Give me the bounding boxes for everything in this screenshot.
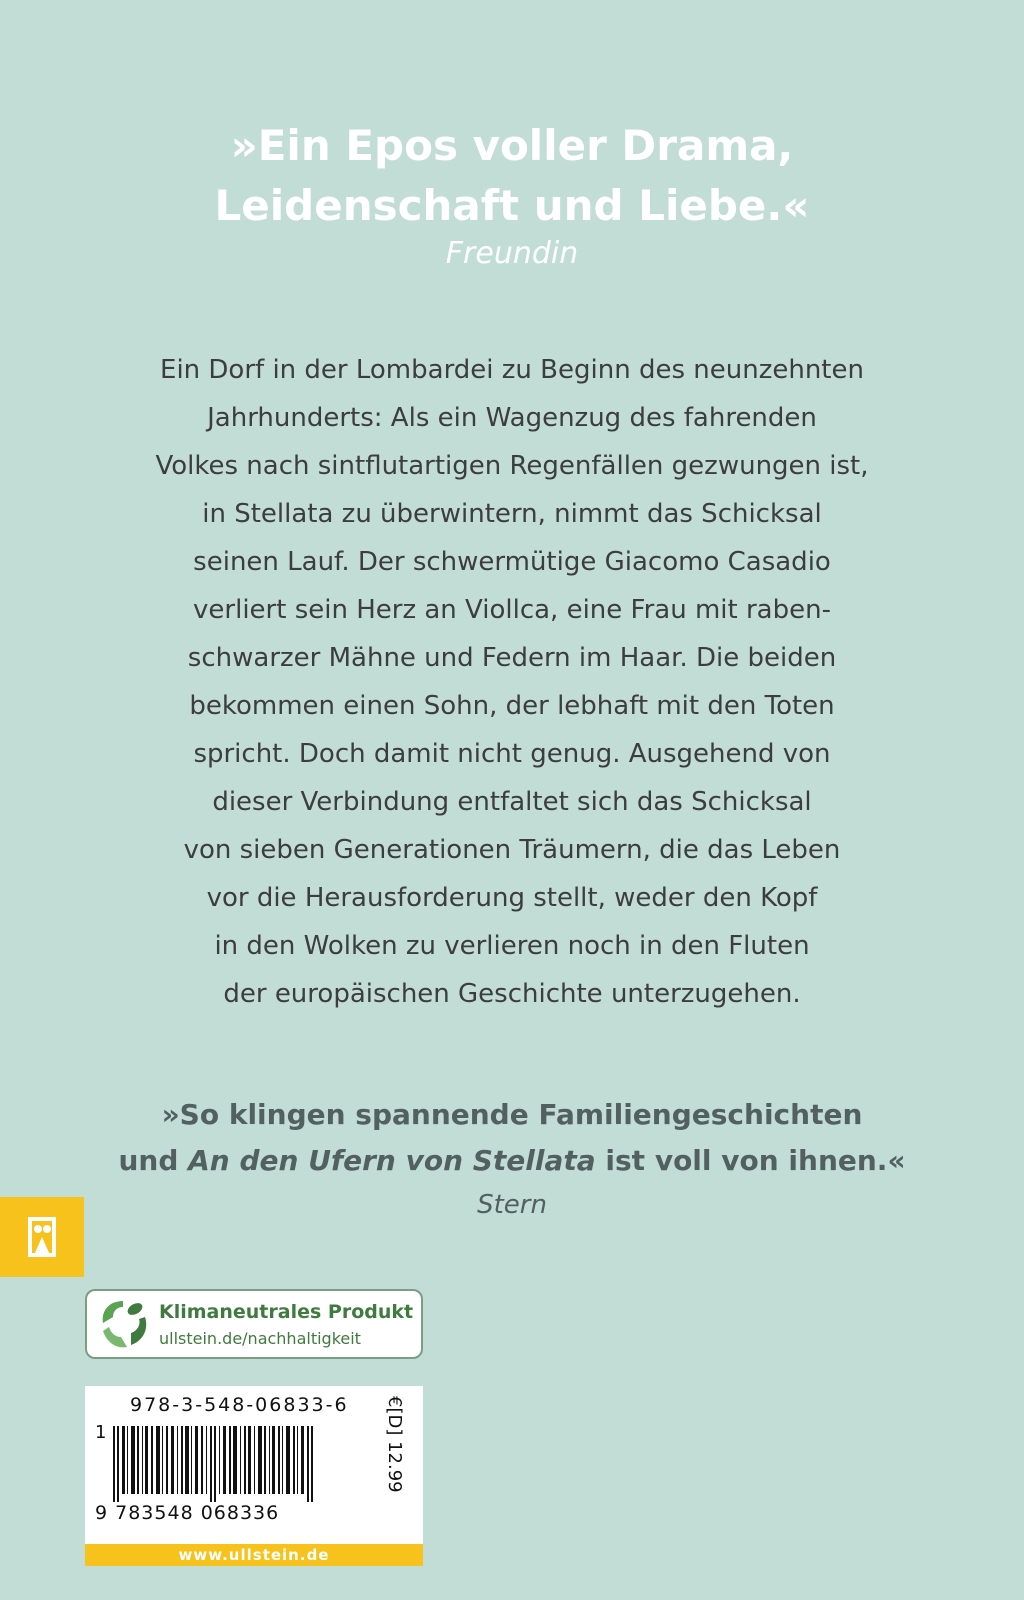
bottom-quote — [0, 1092, 1024, 1184]
blurb-line: in Stellata zu überwintern, nimmt das Schicksal — [202, 499, 822, 529]
bottom-quote-prefix: und — [118, 1144, 189, 1177]
top-quote-line: Leidenschaft und Liebe.« — [214, 181, 810, 230]
website-link[interactable]: www.ullstein.de — [85, 1544, 423, 1566]
blurb-line: Jahrhunderts: Als ein Wagenzug des fahrenden — [207, 403, 817, 433]
isbn-text: 978-3-548-06833-6 — [130, 1394, 349, 1416]
blurb-line: verliert sein Herz an Viollca, eine Frau mit raben- — [193, 595, 831, 625]
bottom-quote-line — [0, 1138, 1024, 1184]
barcode-panel — [85, 1386, 423, 1566]
blurb-line: Volkes nach sintflutartigen Regenfällen gezwungen ist, — [155, 451, 869, 481]
blurb-line: von sieben Generationen Träumern, die das Leben — [183, 835, 841, 865]
top-quote-source: Freundin — [445, 236, 579, 271]
climate-badge-url: ullstein.de/nachhaltigkeit — [159, 1329, 361, 1348]
blurb-line: bekommen einen Sohn, der lebhaft mit den Toten — [189, 691, 835, 721]
top-quote — [0, 116, 1024, 236]
blurb-line: vor die Herausforderung stellt, weder den Kopf — [206, 883, 818, 913]
price-label — [383, 1396, 409, 1526]
publisher-logo — [0, 1197, 84, 1277]
climate-neutral-badge — [85, 1289, 423, 1359]
blurb-text — [140, 346, 884, 1018]
blurb-line: der europäischen Geschichte unterzugehen. — [223, 979, 801, 1009]
recycle-leaf-icon — [95, 1297, 153, 1351]
price-text: €[D] 12.99 — [384, 1396, 405, 1493]
blurb-line: spricht. Doch damit nicht genug. Ausgehend von — [193, 739, 831, 769]
blurb-line: Ein Dorf in der Lombardei zu Beginn des neunzehnten — [160, 355, 864, 385]
bottom-quote-suffix: ist voll von ihnen.« — [595, 1144, 906, 1177]
blurb-line: seinen Lauf. Der schwermütige Giacomo Casadio — [193, 547, 831, 577]
top-quote-line: »Ein Epos voller Drama, — [230, 121, 794, 170]
climate-badge-title: Klimaneutrales Produkt — [159, 1301, 414, 1323]
bottom-quote-line: »So klingen spannende Familiengeschichten — [161, 1098, 863, 1131]
blurb-line: dieser Verbindung entfaltet sich das Schicksal — [212, 787, 812, 817]
barcode-icon — [111, 1426, 371, 1502]
barcode-digits: 9 783548 068336 — [95, 1502, 280, 1524]
bottom-quote-source: Stern — [477, 1190, 547, 1220]
barcode-addon-digit: 1 — [95, 1422, 107, 1443]
blurb-line: in den Wolken zu verlieren noch in den Fluten — [214, 931, 810, 961]
owl-logo-icon — [0, 1197, 84, 1277]
book-title: An den Ufern von Stellata — [188, 1144, 596, 1177]
blurb-line: schwarzer Mähne und Federn im Haar. Die beiden — [187, 643, 837, 673]
